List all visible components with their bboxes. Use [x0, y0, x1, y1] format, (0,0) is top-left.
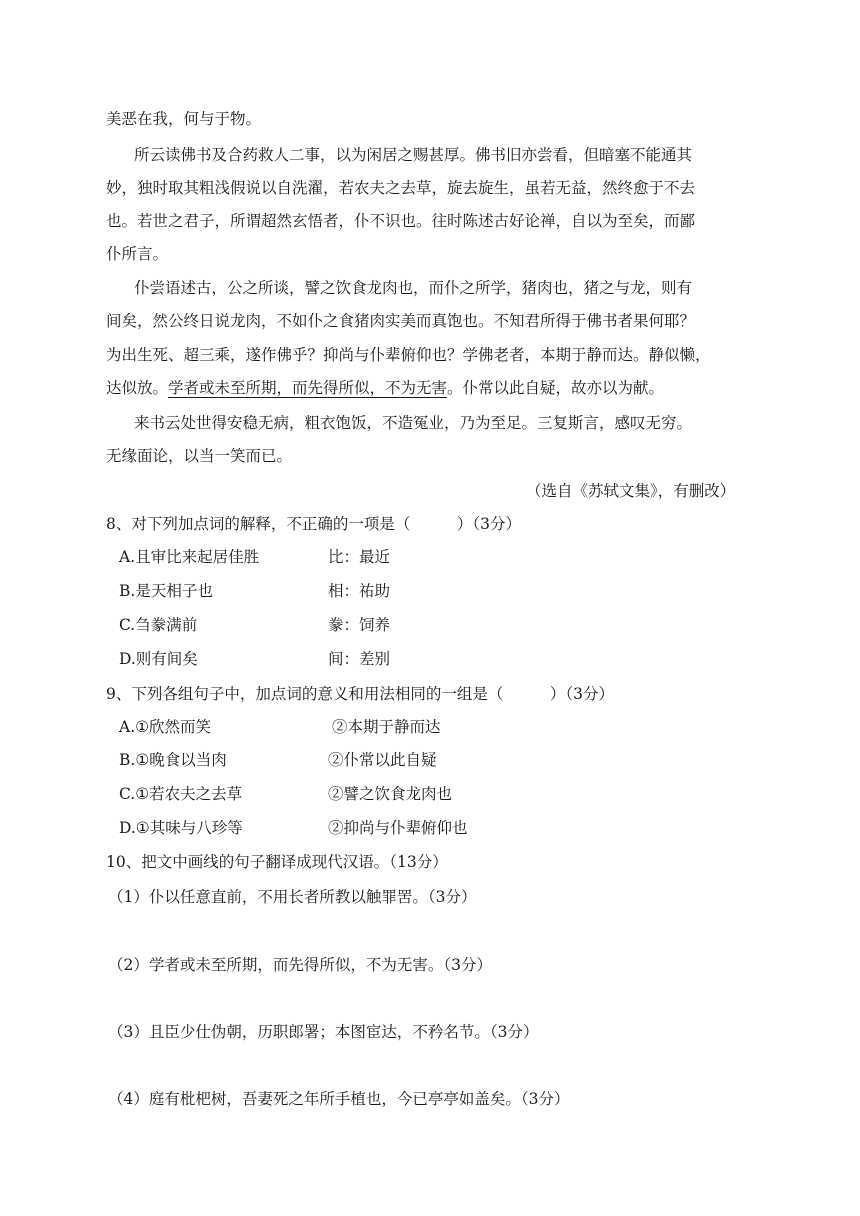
q9-option-c: C.①若农夫之去草: [119, 785, 243, 803]
passage-line: [106, 378, 664, 398]
source-citation: （选自《苏轼文集》，有删改）: [526, 482, 736, 500]
passage-line: 间矣，然公终日说龙肉，不如仆之食猪肉实美而真饱也。不知君所得于佛书者果何耶？: [106, 312, 696, 330]
passage-line: 无缘面论，以当一笑而已。: [106, 447, 293, 465]
passage-text: 。仆常以此自疑，故亦以为献。: [447, 379, 665, 397]
passage-line: 所云读佛书及合药救人二事，以为闲居之赐甚厚。佛书旧亦尝看，但暗塞不能通其: [134, 146, 693, 164]
passage-line: 美恶在我，何与于物。: [106, 110, 262, 128]
q9-option-a: A.①欣然而笑: [119, 718, 212, 736]
passage-line: 来书云处世得安稳无病，粗衣饱饭，不造冤业，乃为至足。三复斯言，感叹无穷。: [134, 414, 693, 432]
q10-item-4: （4）庭有枇杷树，吾妻死之年所手植也，今已亭亭如盖矣。（3分）: [108, 1090, 570, 1108]
passage-text: 达似放。: [106, 379, 169, 397]
q9-option-d: D.①其味与八珍等: [119, 819, 243, 837]
q8-option-a-gloss: 比：最近: [328, 548, 391, 566]
q8-option-c: C.刍豢满前: [119, 616, 198, 634]
passage-line: 妙，独时取其粗浅假说以自洗濯，若农夫之去草，旋去旋生，虽若无益，然终愈于不去: [106, 179, 696, 197]
passage-line: 仆尝语述古，公之所谈，譬之饮食龙肉也，而仆之所学，猪肉也，猪之与龙，则有: [134, 279, 693, 297]
passage-line: 为出生死、超三乘，遂作佛乎？抑尚与仆辈俯仰也？学佛老者，本期于静而达。静似懒，: [106, 346, 711, 364]
q8-option-a: A.且审比来起居佳胜: [119, 548, 260, 566]
q8-option-d: D.则有间矣: [119, 650, 198, 668]
passage-line: 仆所言。: [106, 245, 169, 263]
q8-option-b: B.是天相子也: [119, 582, 213, 600]
q9-option-d-second: ②抑尚与仆辈俯仰也: [328, 819, 468, 837]
q10-item-2: （2）学者或未至所期，而先得所似，不为无害。（3分）: [108, 956, 492, 974]
q8-option-d-gloss: 间：差别: [328, 650, 391, 668]
q8-option-c-gloss: 豢：饲养: [328, 616, 391, 634]
q9-option-b: B.①晚食以当肉: [119, 751, 227, 769]
q10-item-3: （3）且臣少仕伪朝，历职郎署；本图宦达，不矜名节。（3分）: [108, 1023, 539, 1041]
q10-item-1: （1）仆以任意直前，不用长者所教以触罪罟。（3分）: [108, 888, 477, 906]
q9-option-a-second: ②本期于静而达: [332, 718, 441, 736]
question-8-stem: 8、对下列加点词的解释，不正确的一项是（ ）（3分）: [106, 515, 521, 533]
q9-option-b-second: ②仆常以此自疑: [328, 751, 437, 769]
question-10-stem: 10、把文中画线的句子翻译成现代汉语。（13分）: [106, 853, 448, 871]
q8-option-b-gloss: 相：祐助: [328, 582, 391, 600]
question-9-stem: 9、下列各组句子中，加点词的意义和用法相同的一组是（ ）（3分）: [106, 685, 614, 703]
q9-option-c-second: ②譬之饮食龙肉也: [328, 785, 453, 803]
passage-line: 也。若世之君子，所谓超然玄悟者，仆不识也。往时陈述古好论禅，自以为至矣，而鄙: [106, 212, 696, 230]
underlined-sentence: 学者或未至所期，而先得所似，不为无害: [168, 379, 448, 397]
